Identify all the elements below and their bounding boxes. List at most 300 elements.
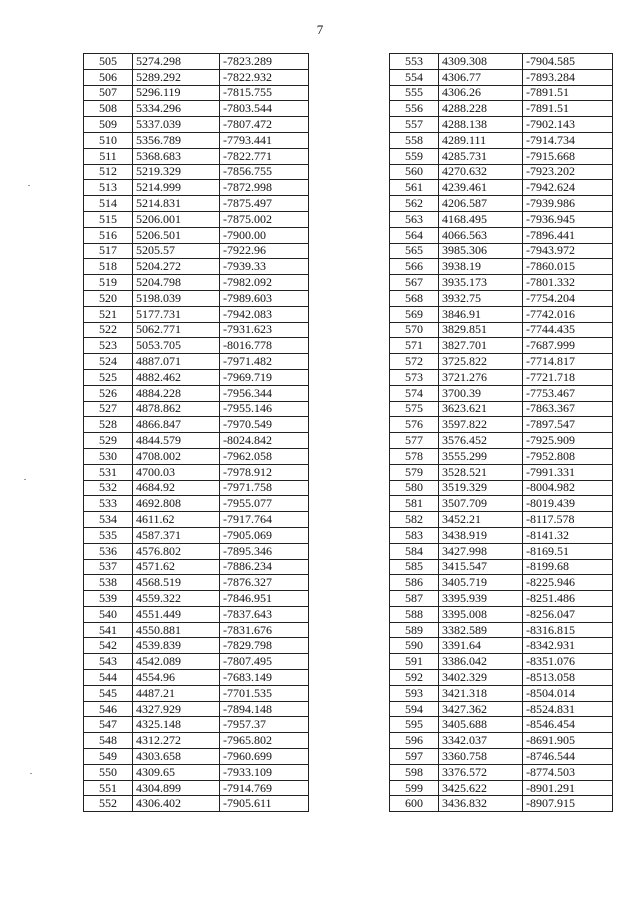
x-coordinate-cell: 4550.881 <box>133 622 220 638</box>
table-row <box>390 290 613 306</box>
table-row <box>84 496 309 512</box>
x-coordinate-cell: 4288.138 <box>439 117 523 133</box>
x-coordinate-cell: 4327.929 <box>133 701 220 717</box>
y-coordinate-cell: -8016.778 <box>220 338 309 354</box>
table-row <box>84 85 309 101</box>
x-coordinate-cell: 4239.461 <box>439 180 523 196</box>
table-row <box>84 148 309 164</box>
x-coordinate-cell: 3846.91 <box>439 306 523 322</box>
table-row <box>390 85 613 101</box>
x-coordinate-cell: 4539.839 <box>133 638 220 654</box>
table-row <box>390 354 613 370</box>
x-coordinate-cell: 4270.632 <box>439 164 523 180</box>
y-coordinate-cell: -7970.549 <box>220 417 309 433</box>
point-number-cell: 555 <box>390 85 439 101</box>
y-coordinate-cell: -7923.202 <box>523 164 613 180</box>
x-coordinate-cell: 5368.683 <box>133 148 220 164</box>
x-coordinate-cell: 4684.92 <box>133 480 220 496</box>
y-coordinate-cell: -7914.769 <box>220 780 309 796</box>
point-number-cell: 599 <box>390 780 439 796</box>
y-coordinate-cell: -7955.146 <box>220 401 309 417</box>
y-coordinate-cell: -7807.472 <box>220 117 309 133</box>
x-coordinate-cell: 5053.705 <box>133 338 220 354</box>
y-coordinate-cell: -7876.327 <box>220 575 309 591</box>
y-coordinate-cell: -8691.905 <box>523 733 613 749</box>
x-coordinate-cell: 4887.071 <box>133 354 220 370</box>
coordinates-table-left <box>83 53 309 812</box>
point-number-cell: 511 <box>84 148 133 164</box>
y-coordinate-cell: -8504.014 <box>523 685 613 701</box>
table-row <box>84 227 309 243</box>
y-coordinate-cell: -8117.578 <box>523 512 613 528</box>
y-coordinate-cell: -7965.802 <box>220 733 309 749</box>
x-coordinate-cell: 4306.77 <box>439 69 523 85</box>
x-coordinate-cell: 4708.002 <box>133 448 220 464</box>
x-coordinate-cell: 4700.03 <box>133 464 220 480</box>
x-coordinate-cell: 4312.272 <box>133 733 220 749</box>
y-coordinate-cell: -7683.149 <box>220 670 309 686</box>
table-row <box>84 764 309 780</box>
table-row <box>390 575 613 591</box>
y-coordinate-cell: -7891.51 <box>523 101 613 117</box>
x-coordinate-cell: 4206.587 <box>439 196 523 212</box>
y-coordinate-cell: -7829.798 <box>220 638 309 654</box>
point-number-cell: 512 <box>84 164 133 180</box>
point-number-cell: 577 <box>390 433 439 449</box>
y-coordinate-cell: -7905.611 <box>220 796 309 812</box>
y-coordinate-cell: -7742.016 <box>523 306 613 322</box>
x-coordinate-cell: 3342.037 <box>439 733 523 749</box>
y-coordinate-cell: -7886.234 <box>220 559 309 575</box>
table-row <box>84 606 309 622</box>
point-number-cell: 505 <box>84 54 133 70</box>
x-coordinate-cell: 4306.402 <box>133 796 220 812</box>
table-row <box>84 306 309 322</box>
x-coordinate-cell: 3405.719 <box>439 575 523 591</box>
point-number-cell: 554 <box>390 69 439 85</box>
point-number-cell: 513 <box>84 180 133 196</box>
y-coordinate-cell: -7904.585 <box>523 54 613 70</box>
y-coordinate-cell: -7754.204 <box>523 290 613 306</box>
x-coordinate-cell: 3427.998 <box>439 543 523 559</box>
x-coordinate-cell: 5219.329 <box>133 164 220 180</box>
table-row <box>390 654 613 670</box>
table-row <box>84 369 309 385</box>
point-number-cell: 572 <box>390 354 439 370</box>
x-coordinate-cell: 3827.701 <box>439 338 523 354</box>
x-coordinate-cell: 4692.808 <box>133 496 220 512</box>
scan-speck <box>28 185 30 186</box>
point-number-cell: 544 <box>84 670 133 686</box>
point-number-cell: 562 <box>390 196 439 212</box>
x-coordinate-cell: 3452.21 <box>439 512 523 528</box>
table-row <box>84 717 309 733</box>
x-coordinate-cell: 3829.851 <box>439 322 523 338</box>
point-number-cell: 553 <box>390 54 439 70</box>
table-row <box>390 591 613 607</box>
x-coordinate-cell: 4306.26 <box>439 85 523 101</box>
point-number-cell: 528 <box>84 417 133 433</box>
y-coordinate-cell: -7846.951 <box>220 591 309 607</box>
table-row <box>84 54 309 70</box>
y-coordinate-cell: -8256.047 <box>523 606 613 622</box>
point-number-cell: 558 <box>390 132 439 148</box>
y-coordinate-cell: -7915.668 <box>523 148 613 164</box>
point-number-cell: 561 <box>390 180 439 196</box>
y-coordinate-cell: -7905.069 <box>220 527 309 543</box>
y-coordinate-cell: -7803.544 <box>220 101 309 117</box>
x-coordinate-cell: 3985.306 <box>439 243 523 259</box>
point-number-cell: 568 <box>390 290 439 306</box>
point-number-cell: 564 <box>390 227 439 243</box>
y-coordinate-cell: -7933.109 <box>220 764 309 780</box>
y-coordinate-cell: -7955.077 <box>220 496 309 512</box>
table-row <box>84 559 309 575</box>
point-number-cell: 535 <box>84 527 133 543</box>
table-row <box>84 591 309 607</box>
table-row <box>390 117 613 133</box>
point-number-cell: 534 <box>84 512 133 528</box>
table-row <box>390 148 613 164</box>
point-number-cell: 566 <box>390 259 439 275</box>
table-row <box>390 180 613 196</box>
y-coordinate-cell: -7939.33 <box>220 259 309 275</box>
table-row <box>84 796 309 812</box>
table-row <box>390 559 613 575</box>
table-row <box>390 243 613 259</box>
table-row <box>390 164 613 180</box>
table-row <box>390 543 613 559</box>
point-number-cell: 574 <box>390 385 439 401</box>
y-coordinate-cell: -7971.758 <box>220 480 309 496</box>
y-coordinate-cell: -7956.344 <box>220 385 309 401</box>
point-number-cell: 519 <box>84 275 133 291</box>
x-coordinate-cell: 3395.008 <box>439 606 523 622</box>
point-number-cell: 587 <box>390 591 439 607</box>
y-coordinate-cell: -8746.544 <box>523 749 613 765</box>
table-row <box>84 180 309 196</box>
table-row <box>390 749 613 765</box>
y-coordinate-cell: -7793.441 <box>220 132 309 148</box>
y-coordinate-cell: -7856.755 <box>220 164 309 180</box>
table-row <box>84 385 309 401</box>
x-coordinate-cell: 4554.96 <box>133 670 220 686</box>
y-coordinate-cell: -7701.535 <box>220 685 309 701</box>
point-number-cell: 524 <box>84 354 133 370</box>
point-number-cell: 595 <box>390 717 439 733</box>
table-row <box>84 670 309 686</box>
x-coordinate-cell: 3382.589 <box>439 622 523 638</box>
x-coordinate-cell: 4168.495 <box>439 211 523 227</box>
x-coordinate-cell: 4309.65 <box>133 764 220 780</box>
table-row <box>84 101 309 117</box>
y-coordinate-cell: -7822.932 <box>220 69 309 85</box>
point-number-cell: 533 <box>84 496 133 512</box>
table-row <box>390 464 613 480</box>
point-number-cell: 542 <box>84 638 133 654</box>
x-coordinate-cell: 3376.572 <box>439 764 523 780</box>
x-coordinate-cell: 5204.798 <box>133 275 220 291</box>
y-coordinate-cell: -7815.755 <box>220 85 309 101</box>
x-coordinate-cell: 3438.919 <box>439 527 523 543</box>
x-coordinate-cell: 3700.39 <box>439 385 523 401</box>
point-number-cell: 578 <box>390 448 439 464</box>
point-number-cell: 515 <box>84 211 133 227</box>
y-coordinate-cell: -7957.37 <box>220 717 309 733</box>
y-coordinate-cell: -7894.148 <box>220 701 309 717</box>
x-coordinate-cell: 4878.862 <box>133 401 220 417</box>
point-number-cell: 518 <box>84 259 133 275</box>
x-coordinate-cell: 4288.228 <box>439 101 523 117</box>
table-row <box>84 132 309 148</box>
point-number-cell: 571 <box>390 338 439 354</box>
point-number-cell: 590 <box>390 638 439 654</box>
table-row <box>84 196 309 212</box>
x-coordinate-cell: 5356.789 <box>133 132 220 148</box>
y-coordinate-cell: -7902.143 <box>523 117 613 133</box>
point-number-cell: 598 <box>390 764 439 780</box>
point-number-cell: 563 <box>390 211 439 227</box>
y-coordinate-cell: -7807.495 <box>220 654 309 670</box>
y-coordinate-cell: -7872.998 <box>220 180 309 196</box>
y-coordinate-cell: -7893.284 <box>523 69 613 85</box>
point-number-cell: 526 <box>84 385 133 401</box>
table-row <box>390 338 613 354</box>
point-number-cell: 546 <box>84 701 133 717</box>
table-row <box>84 527 309 543</box>
x-coordinate-cell: 4866.847 <box>133 417 220 433</box>
y-coordinate-cell: -7714.817 <box>523 354 613 370</box>
y-coordinate-cell: -8251.486 <box>523 591 613 607</box>
point-number-cell: 547 <box>84 717 133 733</box>
y-coordinate-cell: -7863.367 <box>523 401 613 417</box>
x-coordinate-cell: 3402.329 <box>439 670 523 686</box>
point-number-cell: 557 <box>390 117 439 133</box>
y-coordinate-cell: -8907.915 <box>523 796 613 812</box>
x-coordinate-cell: 4487.21 <box>133 685 220 701</box>
y-coordinate-cell: -8316.815 <box>523 622 613 638</box>
point-number-cell: 517 <box>84 243 133 259</box>
x-coordinate-cell: 5206.501 <box>133 227 220 243</box>
table-row <box>84 211 309 227</box>
x-coordinate-cell: 3415.547 <box>439 559 523 575</box>
x-coordinate-cell: 4542.089 <box>133 654 220 670</box>
table-row <box>390 227 613 243</box>
y-coordinate-cell: -7922.96 <box>220 243 309 259</box>
y-coordinate-cell: -7969.719 <box>220 369 309 385</box>
point-number-cell: 508 <box>84 101 133 117</box>
y-coordinate-cell: -7721.718 <box>523 369 613 385</box>
table-row <box>390 638 613 654</box>
x-coordinate-cell: 5337.039 <box>133 117 220 133</box>
x-coordinate-cell: 5062.771 <box>133 322 220 338</box>
point-number-cell: 540 <box>84 606 133 622</box>
table-row <box>390 496 613 512</box>
point-number-cell: 545 <box>84 685 133 701</box>
y-coordinate-cell: -8524.831 <box>523 701 613 717</box>
y-coordinate-cell: -7943.972 <box>523 243 613 259</box>
x-coordinate-cell: 4304.899 <box>133 780 220 796</box>
x-coordinate-cell: 5296.119 <box>133 85 220 101</box>
point-number-cell: 516 <box>84 227 133 243</box>
y-coordinate-cell: -8004.982 <box>523 480 613 496</box>
table-row <box>84 622 309 638</box>
x-coordinate-cell: 3623.621 <box>439 401 523 417</box>
coordinates-table-right <box>389 53 613 812</box>
point-number-cell: 522 <box>84 322 133 338</box>
point-number-cell: 551 <box>84 780 133 796</box>
y-coordinate-cell: -7875.497 <box>220 196 309 212</box>
table-row <box>390 385 613 401</box>
x-coordinate-cell: 3386.042 <box>439 654 523 670</box>
y-coordinate-cell: -7895.346 <box>220 543 309 559</box>
x-coordinate-cell: 3507.709 <box>439 496 523 512</box>
y-coordinate-cell: -7962.058 <box>220 448 309 464</box>
table-row <box>84 638 309 654</box>
y-coordinate-cell: -8141.32 <box>523 527 613 543</box>
x-coordinate-cell: 4576.802 <box>133 543 220 559</box>
y-coordinate-cell: -8019.439 <box>523 496 613 512</box>
x-coordinate-cell: 5274.298 <box>133 54 220 70</box>
point-number-cell: 531 <box>84 464 133 480</box>
point-number-cell: 541 <box>84 622 133 638</box>
table-row <box>390 322 613 338</box>
table-row <box>84 290 309 306</box>
table-row <box>84 448 309 464</box>
table-row <box>84 575 309 591</box>
point-number-cell: 536 <box>84 543 133 559</box>
table-row <box>390 417 613 433</box>
table-row <box>84 275 309 291</box>
table-row <box>390 606 613 622</box>
table-row <box>84 164 309 180</box>
point-number-cell: 594 <box>390 701 439 717</box>
point-number-cell: 600 <box>390 796 439 812</box>
point-number-cell: 532 <box>84 480 133 496</box>
point-number-cell: 581 <box>390 496 439 512</box>
table-row <box>84 480 309 496</box>
x-coordinate-cell: 5289.292 <box>133 69 220 85</box>
table-row <box>84 733 309 749</box>
x-coordinate-cell: 4611.62 <box>133 512 220 528</box>
x-coordinate-cell: 3938.19 <box>439 259 523 275</box>
y-coordinate-cell: -7960.699 <box>220 749 309 765</box>
x-coordinate-cell: 4309.308 <box>439 54 523 70</box>
point-number-cell: 506 <box>84 69 133 85</box>
point-number-cell: 565 <box>390 243 439 259</box>
y-coordinate-cell: -7875.002 <box>220 211 309 227</box>
table-row <box>390 54 613 70</box>
table-row <box>390 196 613 212</box>
y-coordinate-cell: -7939.986 <box>523 196 613 212</box>
x-coordinate-cell: 4551.449 <box>133 606 220 622</box>
x-coordinate-cell: 5206.001 <box>133 211 220 227</box>
x-coordinate-cell: 3935.173 <box>439 275 523 291</box>
point-number-cell: 525 <box>84 369 133 385</box>
y-coordinate-cell: -7978.912 <box>220 464 309 480</box>
x-coordinate-cell: 5334.296 <box>133 101 220 117</box>
y-coordinate-cell: -7860.015 <box>523 259 613 275</box>
x-coordinate-cell: 3519.329 <box>439 480 523 496</box>
y-coordinate-cell: -7822.771 <box>220 148 309 164</box>
x-coordinate-cell: 4568.519 <box>133 575 220 591</box>
x-coordinate-cell: 4285.731 <box>439 148 523 164</box>
y-coordinate-cell: -8225.946 <box>523 575 613 591</box>
table-row <box>390 685 613 701</box>
y-coordinate-cell: -7897.547 <box>523 417 613 433</box>
table-row <box>390 733 613 749</box>
y-coordinate-cell: -7831.676 <box>220 622 309 638</box>
point-number-cell: 510 <box>84 132 133 148</box>
point-number-cell: 520 <box>84 290 133 306</box>
table-row <box>84 749 309 765</box>
table-row <box>84 322 309 338</box>
point-number-cell: 591 <box>390 654 439 670</box>
table-row <box>390 69 613 85</box>
table-row <box>390 401 613 417</box>
x-coordinate-cell: 4559.322 <box>133 591 220 607</box>
point-number-cell: 585 <box>390 559 439 575</box>
table-row <box>390 717 613 733</box>
table-row <box>390 306 613 322</box>
point-number-cell: 584 <box>390 543 439 559</box>
point-number-cell: 583 <box>390 527 439 543</box>
table-row <box>84 654 309 670</box>
y-coordinate-cell: -8546.454 <box>523 717 613 733</box>
y-coordinate-cell: -7925.909 <box>523 433 613 449</box>
y-coordinate-cell: -8774.503 <box>523 764 613 780</box>
y-coordinate-cell: -7942.083 <box>220 306 309 322</box>
x-coordinate-cell: 3436.832 <box>439 796 523 812</box>
x-coordinate-cell: 4303.658 <box>133 749 220 765</box>
point-number-cell: 593 <box>390 685 439 701</box>
table-row <box>84 685 309 701</box>
x-coordinate-cell: 3576.452 <box>439 433 523 449</box>
point-number-cell: 548 <box>84 733 133 749</box>
point-number-cell: 576 <box>390 417 439 433</box>
y-coordinate-cell: -8901.291 <box>523 780 613 796</box>
x-coordinate-cell: 3597.822 <box>439 417 523 433</box>
point-number-cell: 588 <box>390 606 439 622</box>
table-row <box>390 780 613 796</box>
x-coordinate-cell: 5214.999 <box>133 180 220 196</box>
table-row <box>84 433 309 449</box>
x-coordinate-cell: 4066.563 <box>439 227 523 243</box>
point-number-cell: 539 <box>84 591 133 607</box>
x-coordinate-cell: 4884.228 <box>133 385 220 401</box>
point-number-cell: 559 <box>390 148 439 164</box>
page-number: 7 <box>316 22 324 37</box>
point-number-cell: 573 <box>390 369 439 385</box>
table-row <box>390 448 613 464</box>
table-row <box>390 132 613 148</box>
y-coordinate-cell: -8342.931 <box>523 638 613 654</box>
x-coordinate-cell: 5198.039 <box>133 290 220 306</box>
y-coordinate-cell: -7823.289 <box>220 54 309 70</box>
x-coordinate-cell: 3725.822 <box>439 354 523 370</box>
point-number-cell: 589 <box>390 622 439 638</box>
table-row <box>390 259 613 275</box>
point-number-cell: 507 <box>84 85 133 101</box>
table-row <box>390 764 613 780</box>
point-number-cell: 592 <box>390 670 439 686</box>
table-row <box>390 211 613 227</box>
x-coordinate-cell: 3391.64 <box>439 638 523 654</box>
x-coordinate-cell: 4289.111 <box>439 132 523 148</box>
point-number-cell: 579 <box>390 464 439 480</box>
x-coordinate-cell: 3555.299 <box>439 448 523 464</box>
y-coordinate-cell: -7989.603 <box>220 290 309 306</box>
